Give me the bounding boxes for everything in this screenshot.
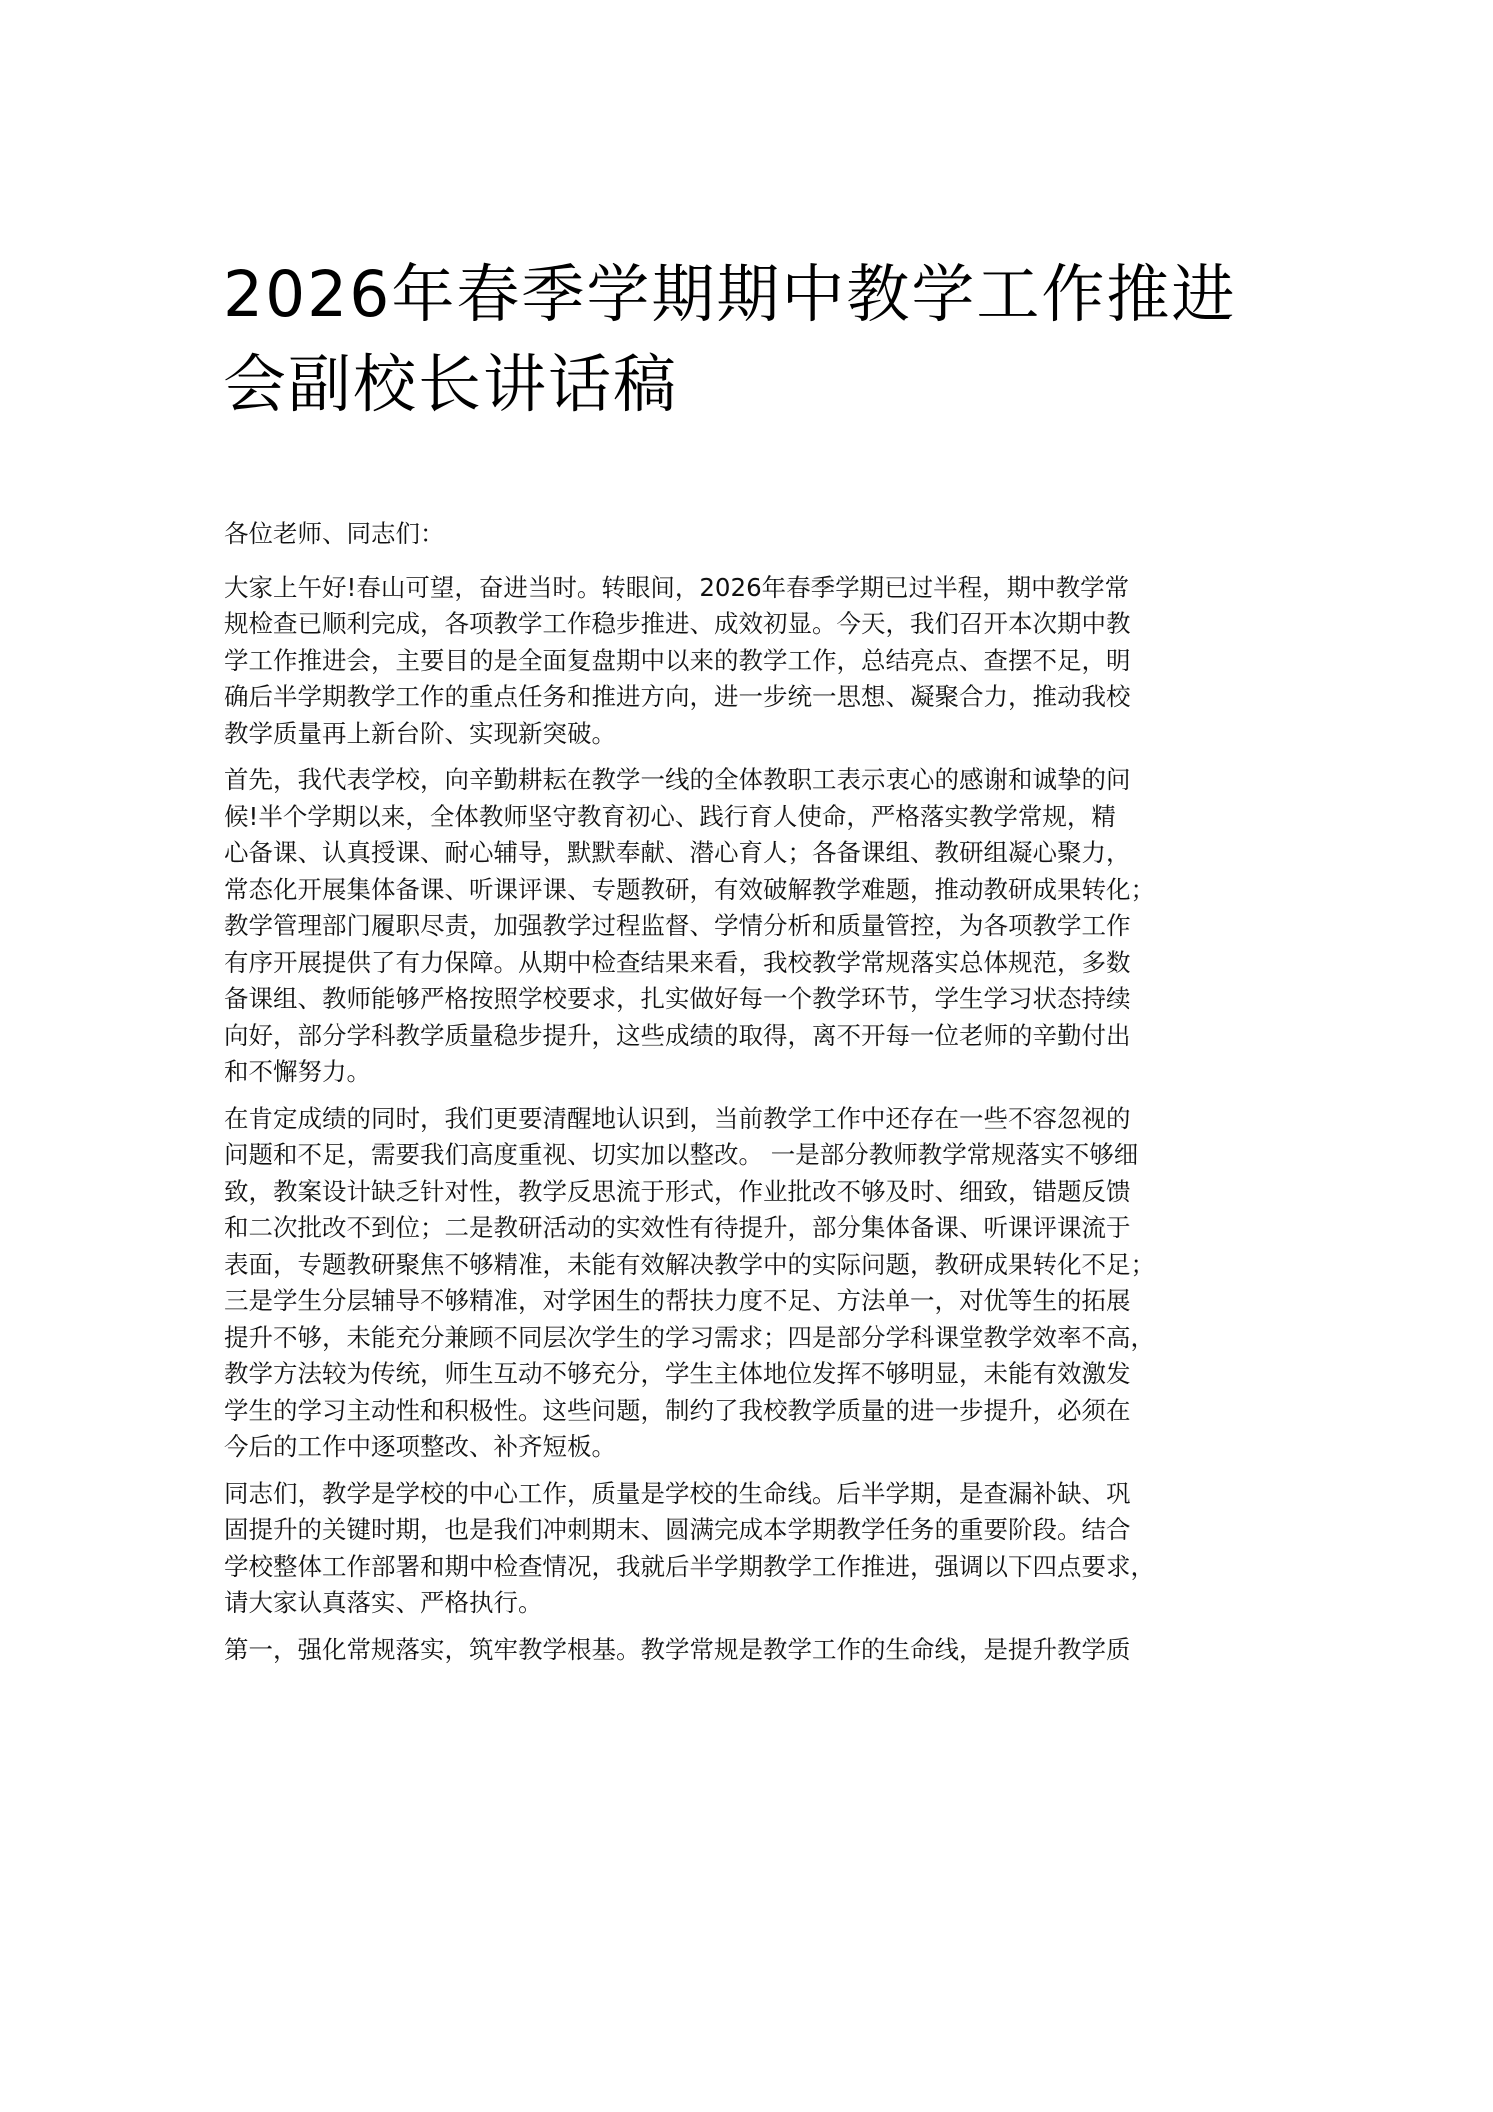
text-line: 有序开展提供了有力保障。从期中检查结果来看，我校教学常规落实总体规范，多数: [224, 947, 1131, 977]
text-line: 确后半学期教学工作的重点任务和推进方向，进一步统一思想、凝聚合力，推动我校: [224, 682, 1131, 711]
text-line: 教学质量再上新台阶、实现新突破。: [224, 718, 616, 748]
text-line: 在肯定成绩的同时，我们更要清醒地认识到，当前教学工作中还存在一些不容忽视的: [224, 1103, 1131, 1133]
text-line: 和不懈努力。: [224, 1057, 371, 1086]
text-line: 候!半个学期以来，全体教师坚守教育初心、践行育人使命，严格落实教学常规，精: [224, 801, 1116, 831]
text-line: 心备课、认真授课、耐心辅导，默默奉献、潜心育人；各备课组、教研组凝心聚力，: [224, 838, 1131, 867]
text-line: 规检查已顺利完成，各项教学工作稳步推进、成效初显。今天，我们召开本次期中教: [224, 609, 1131, 638]
text-line: 学工作推进会，主要目的是全面复盘期中以来的教学工作，总结亮点、查摆不足，明: [224, 645, 1131, 675]
text-line: 教学方法较为传统，师生互动不够充分，学生主体地位发挥不够明显，未能有效激发: [224, 1359, 1131, 1388]
title-line: 会副校长讲话稿: [223, 348, 678, 421]
text-line: 请大家认真落实、严格执行。: [224, 1588, 543, 1617]
paragraph-thanks: [224, 762, 1284, 1091]
text-line: 和二次批改不到位；二是教研活动的实效性有待提升，部分集体备课、听课评课流于: [224, 1213, 1131, 1242]
text-line: 问题和不足，需要我们高度重视、切实加以整改。 一是部分教师教学常规落实不够细: [224, 1140, 1139, 1169]
paragraph-requirements-intro: [224, 1476, 1284, 1622]
text-line: 提升不够，未能充分兼顾不同层次学生的学习需求；四是部分学科课堂教学效率不高，: [224, 1322, 1155, 1352]
text-line: 学校整体工作部署和期中检查情况，我就后半学期教学工作推进，强调以下四点要求，: [224, 1551, 1155, 1581]
text-line: 向好，部分学科教学质量稳步提升，这些成绩的取得，离不开每一位老师的辛勤付出: [224, 1020, 1131, 1050]
text-line: 同志们，教学是学校的中心工作，质量是学校的生命线。后半学期，是查漏补缺、巩: [224, 1478, 1131, 1508]
text-line: 常态化开展集体备课、听课评课、专题教研，有效破解教学难题，推动教研成果转化；: [224, 874, 1155, 904]
title-line: 2026年春季学期期中教学工作推进: [223, 258, 1237, 331]
text-line: 第一，强化常规落实，筑牢教学根基。教学常规是教学工作的生命线，是提升教学质: [224, 1634, 1131, 1664]
document-body: [224, 516, 1284, 1678]
text-line: 三是学生分层辅导不够精准，对学困生的帮扶力度不足、方法单一，对优等生的拓展: [224, 1286, 1131, 1315]
text-line: 教学管理部门履职尽责，加强教学过程监督、学情分析和质量管控，为各项教学工作: [224, 911, 1131, 940]
text-line: 首先，我代表学校，向辛勤耕耘在教学一线的全体教职工表示衷心的感谢和诚挚的问: [224, 765, 1131, 794]
text-line: 大家上午好!春山可望，奋进当时。转眼间，2026年春季学期已过半程，期中教学常: [224, 572, 1130, 602]
text-line: 备课组、教师能够严格按照学校要求，扎实做好每一个教学环节，学生学习状态持续: [224, 984, 1131, 1013]
text-line: 学生的学习主动性和积极性。这些问题，制约了我校教学质量的进一步提升，必须在: [224, 1395, 1131, 1425]
paragraph-problems: [224, 1101, 1284, 1466]
text-line: 固提升的关键时期，也是我们冲刺期末、圆满完成本学期教学任务的重要阶段。结合: [224, 1515, 1131, 1544]
paragraph-first-requirement: [224, 1632, 1284, 1669]
paragraph-opening: [224, 570, 1284, 753]
text-line: 表面，专题教研聚焦不够精准，未能有效解决教学中的实际问题，教研成果转化不足；: [224, 1249, 1155, 1279]
document-title: [223, 250, 1323, 430]
text-line: 今后的工作中逐项整改、补齐短板。: [224, 1432, 616, 1461]
text-line: 致，教案设计缺乏针对性，教学反思流于形式，作业批改不够及时、细致，错题反馈: [224, 1176, 1131, 1206]
salutation: 各位老师、同志们：: [224, 519, 445, 548]
